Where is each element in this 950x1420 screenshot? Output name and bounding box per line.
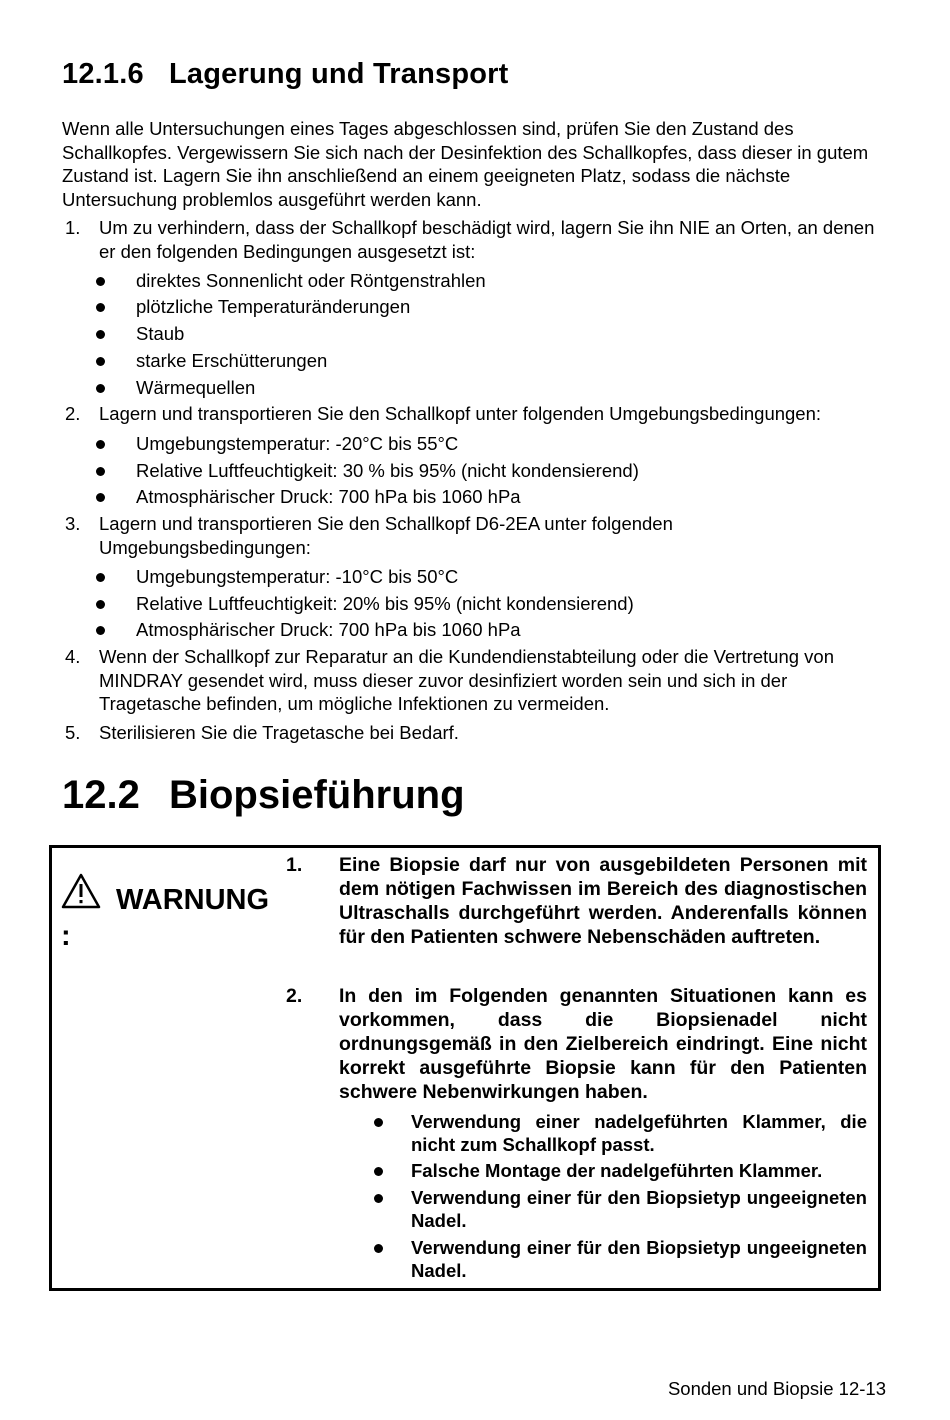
list-item-number: 3.: [65, 513, 81, 534]
bullet-item: Staub: [136, 323, 185, 344]
bullet-icon: [374, 1244, 383, 1253]
bullet-icon: [96, 626, 105, 635]
bullet-icon: [96, 384, 105, 393]
bullet-item: starke Erschütterungen: [136, 350, 328, 371]
list-item-number: 4.: [65, 646, 81, 667]
bullet-icon: [96, 573, 105, 582]
list-item-text: Um zu verhindern, dass der Schallkopf beschädigt wird, lagern Sie ihn NIE an Orten, an denen er den folgenden Bedingungen ausgesetzt ist:: [99, 217, 875, 262]
bullet-item: Umgebungstemperatur: -10°C bis 50°C: [136, 566, 459, 587]
intro-paragraph: Wenn alle Untersuchungen eines Tages abgeschlossen sind, prüfen Sie den Zustand des Schallkopfes. Vergewissern Sie sich nach der Desinfektion des Schallkopfes, dass dieser in gutem Zustand ist. Lagern Sie ihn anschließend an einem geeigneten Platz, sodass die nächste Untersuchung problemlos ausgeführt werden kann.: [62, 118, 869, 210]
bullet-item: Umgebungstemperatur: -20°C bis 55°C: [136, 433, 459, 454]
warning-bullet: Verwendung einer nadelgeführten Klammer, die nicht zum Schallkopf passt.: [411, 1111, 867, 1155]
list-item-number: 2.: [65, 403, 81, 424]
list-item: [65, 402, 889, 426]
list-item-number: 5.: [65, 722, 81, 743]
bullet-item: Wärmequellen: [136, 377, 256, 398]
list-item: [65, 721, 889, 745]
bullet-item: Relative Luftfeuchtigkeit: 20% bis 95% (nicht kondensierend): [136, 593, 634, 614]
warning-item-number: 2.: [286, 985, 303, 1007]
list-item: [65, 216, 889, 263]
warning-item-text: Eine Biopsie darf nur von ausgebildeten Personen mit dem nötigen Fachwissen im Bereich des diagnostischen Ultraschalls durchgeführt werden. Anderenfalls können für den Patienten schwere Nebenschäden auftreten.: [339, 854, 867, 948]
bullet-icon: [96, 440, 105, 449]
bullet-icon: [96, 600, 105, 609]
bullet-icon: [374, 1167, 383, 1176]
bullet-icon: [96, 493, 105, 502]
warning-item-number: 1.: [286, 854, 303, 876]
bullet-icon: [96, 330, 105, 339]
bullet-icon: [96, 467, 105, 476]
list-item-text: Lagern und transportieren Sie den Schallkopf unter folgenden Umgebungsbedingungen:: [99, 403, 822, 424]
section-heading: [62, 58, 509, 91]
list-item-text: Lagern und transportieren Sie den Schallkopf D6-2EA unter folgenden Umgebungsbedingungen:: [99, 513, 673, 558]
section-number: 12.1.6: [62, 58, 144, 90]
bullet-icon: [96, 303, 105, 312]
page-footer: Sonden und Biopsie 12-13: [667, 1378, 886, 1399]
list-item-number: 1.: [65, 217, 81, 238]
section-title: Lagerung und Transport: [169, 58, 509, 90]
warning-item: [286, 984, 867, 1104]
bullet-icon: [96, 357, 105, 366]
warning-bullet: Verwendung einer für den Biopsietyp ungeeigneten Nadel.: [411, 1237, 867, 1281]
list-item-text: Wenn der Schallkopf zur Reparatur an die Kundendienstabteilung oder die Vertretung von MINDRAY gesendet wird, muss dieser zuvor desinfiziert worden sein und sich in der Tragetasche befinden, um mögliche Infektionen zu vermeiden.: [99, 646, 835, 714]
list-item: [65, 512, 739, 559]
warning-item-text: In den im Folgenden genannten Situationen kann es vorkommen, dass die Biopsienadel nicht ordnungsgemäß in den Zielbereich eindringt. Eine nicht korrekt ausgeführte Biopsie kann für den Patienten schwere Nebenwirkungen haben.: [339, 985, 867, 1103]
list-item-text: Sterilisieren Sie die Tragetasche bei Bedarf.: [99, 722, 459, 743]
bullet-item: Atmosphärischer Druck: 700 hPa bis 1060 hPa: [136, 619, 521, 640]
bullet-item: Relative Luftfeuchtigkeit: 30 % bis 95% (nicht kondensierend): [136, 460, 639, 481]
bullet-item: Atmosphärischer Druck: 700 hPa bis 1060 hPa: [136, 486, 521, 507]
bullet-icon: [96, 277, 105, 286]
warning-colon: :: [61, 920, 71, 952]
bullet-icon: [374, 1118, 383, 1127]
bullet-item: direktes Sonnenlicht oder Röntgenstrahlen: [136, 270, 486, 291]
warning-label: WARNUNG: [116, 884, 270, 916]
bullet-icon: [374, 1194, 383, 1203]
chapter-number: 12.2: [62, 773, 140, 817]
list-item: [65, 645, 889, 716]
warning-bullet: Verwendung einer für den Biopsietyp ungeeigneten Nadel.: [411, 1187, 867, 1231]
chapter-title: Biopsieführung: [169, 773, 465, 817]
warning-item: [286, 853, 867, 949]
warning-triangle-icon: [61, 873, 101, 909]
bullet-item: plötzliche Temperaturänderungen: [136, 296, 411, 317]
warning-bullet: Falsche Montage der nadelgeführten Klammer.: [411, 1160, 823, 1181]
chapter-heading: [62, 773, 465, 818]
